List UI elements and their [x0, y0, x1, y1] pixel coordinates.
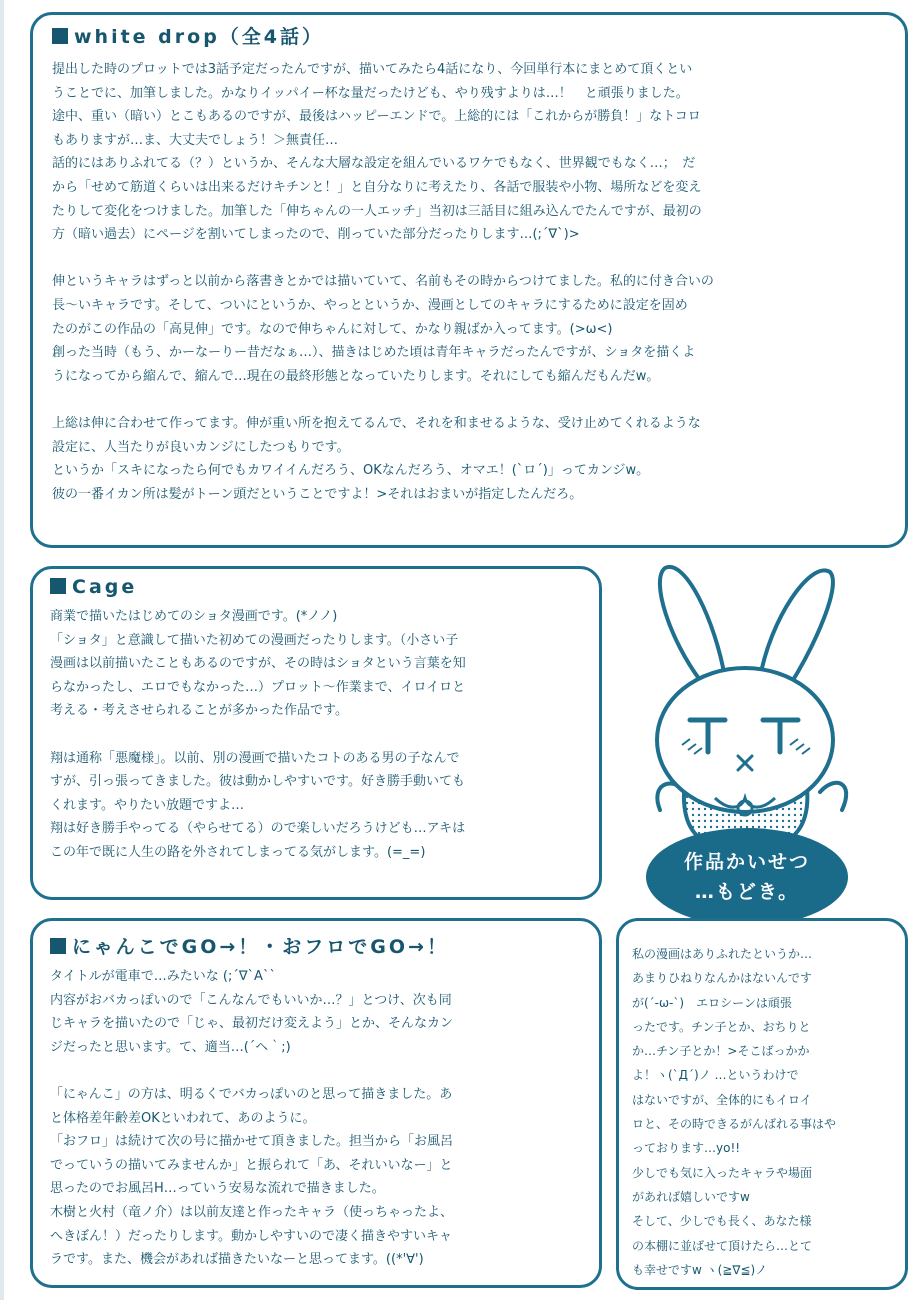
- text-line: 途中、重い（暗い）とこもあるのですが、最後はハッピーエンドで。上総的には「これからが勝負！」なトコロ: [52, 109, 701, 125]
- nyanko-ofuro-text: [50, 965, 453, 1272]
- binding-edge: [0, 0, 4, 1300]
- text-line: 方（暗い過去）にページを割いてしまったので、削っていた部分だったりします…(;´∇`)>: [52, 227, 580, 243]
- text-line: から「せめて筋道くらいは出来るだけキチンと！」と自分なりに考えたり、各話で服装や小物、場所などを変え: [52, 179, 702, 195]
- section-title-cage: Cage: [50, 576, 137, 598]
- text-line: ジだったと思います。て、適当…(´ヘ｀;): [50, 1039, 291, 1055]
- text-line: 「にゃんこ」の方は、明るくでバカっぽいのと思って描きました。あ: [50, 1086, 453, 1102]
- text-line: の本棚に並ばせて頂けたら…とて: [632, 1238, 813, 1253]
- text-line: があれば嬉しいですw: [632, 1189, 750, 1204]
- text-line: じキャラを描いたので「じゃ、最初だけ変えよう」とか、そんなカン: [50, 1016, 454, 1032]
- white-drop-text: [52, 58, 714, 506]
- text-line: 木樹と火村（竜ノ介）は以前友達と作ったキャラ（使っちゃったよ、: [50, 1204, 454, 1220]
- section-title-white-drop: white drop（全4話）: [52, 22, 324, 49]
- text-line: よ！ヽ(`Д´)ノ …というわけで: [632, 1068, 799, 1083]
- text-line: らなかったし、エロでもなかった…）プロット～作業まで、イロイロと: [50, 679, 466, 695]
- text-line: タイトルが電車で…みたいな (;´∇`A``: [50, 969, 276, 984]
- text-line: 伸というキャラはずっと以前から落書きとかでは描いていて、名前もその時からつけてました。私的に付き合いの: [52, 274, 714, 290]
- text-line: 私の漫画はありふれたというか…: [632, 947, 813, 961]
- text-line: たのがこの作品の「高見伸」です。なので伸ちゃんに対して、かなり親ばか入ってます。(>ω<): [52, 321, 613, 337]
- text-line: 「おフロ」は続けて次の号に描かせて頂きました。担当から「お風呂: [50, 1134, 454, 1150]
- text-line: この年で既に人生の路を外されてしまってる気がします。(=_=): [50, 844, 426, 860]
- square-bullet-icon: [50, 938, 66, 954]
- text-line: 設定に、人当たりが良いカンジにしたつもりです。: [52, 439, 350, 455]
- afterword-text: [632, 942, 836, 1282]
- text-line: 思ったのでお風呂H…っていう安易な流れで描きました。: [50, 1181, 385, 1197]
- text-line: でっていうの描いてみませんか」と振られて「あ、それいいなー」と: [50, 1157, 453, 1173]
- badge-line-2: …もどき。: [694, 881, 800, 903]
- text-line: くれます。やりたい放題ですよ…: [50, 797, 244, 813]
- text-line: うになってから縮んで、縮んで…現在の最終形態となっていたりします。それにしても縮んだもんだw。: [52, 368, 660, 384]
- text-line: 翔は通称「悪魔様」。以前、別の漫画で描いたコトのある男の子なんで: [50, 750, 460, 766]
- text-line: 少しでも気に入ったキャラや場面: [632, 1165, 813, 1180]
- text-line: が(´-ω-`) エロシーンは頑張: [632, 995, 792, 1010]
- text-line: 提出した時のプロットでは3話予定だったんですが、描いてみたら4話になり、今回単行本にまとめて頂くとい: [52, 62, 693, 77]
- text-line: あまりひねりなんかはないんです: [632, 971, 813, 986]
- blank-line: [52, 388, 714, 412]
- text-line: そして、少しでも長く、あなた様: [632, 1214, 812, 1229]
- text-line: へきぼん！）だったりします。動かしやすいので凄く描きやすいキャ: [50, 1228, 452, 1244]
- text-line: 商業で描いたはじめてのショタ漫画です。(*ノノ): [50, 609, 338, 624]
- text-line: ロと、その時できるがんばれる事はや: [632, 1117, 837, 1132]
- badge-line-1: 作品かいせつ: [683, 851, 810, 873]
- blank-line: [50, 1059, 453, 1083]
- text-line: も幸せですw ヽ(≧∇≦)ノ: [632, 1262, 768, 1277]
- text-line: ラです。また、機会があれば描きたいなーと思ってます。((*'∀'): [50, 1252, 424, 1268]
- text-line: すが、引っ張ってきました。彼は動かしやすいです。好き勝手動いても: [50, 774, 465, 790]
- section-title-nyanko-ofuro: にゃんこでGO→！・おフロでGO→！: [50, 932, 449, 959]
- text-line: 「ショタ」と意識して描いた初めての漫画だったりします。（小さい子: [50, 632, 459, 648]
- text-line: というか「スキになったら何でもカワイイんだろう、OKなんだろう、オマエ！(`ロ´)」ってカンジw。: [52, 463, 650, 479]
- text-line: もありますが…ま、大丈夫でしょう！＞無責任…: [52, 132, 339, 148]
- square-bullet-icon: [50, 578, 66, 594]
- commentary-badge: [646, 828, 848, 926]
- square-bullet-icon: [52, 28, 68, 44]
- blank-line: [50, 723, 466, 747]
- blank-line: [52, 247, 714, 271]
- text-line: たりして変化をつけました。加筆した「伸ちゃんの一人エッチ」当初は三話目に組み込んでたんですが、最初の: [52, 203, 702, 219]
- text-line: ったです。チン子とか、おちりと: [632, 1019, 811, 1034]
- text-line: か…チン子とか！>そこばっかか: [632, 1044, 810, 1059]
- text-line: はないですが、全体的にもイロイ: [632, 1092, 812, 1107]
- text-line: と体格差年齢差OKといわれて、あのように。: [50, 1110, 316, 1126]
- text-line: 考える・考えさせられることが多かった作品です。: [50, 703, 348, 719]
- text-line: 内容がおバカっぽいので「こんなんでもいいか…？」とつけ、次も同: [50, 992, 452, 1008]
- text-line: 創った当時（もう、かーなーりー昔だなぁ…）、描きはじめた頃は青年キャラだったんですが、ショタを描くよ: [52, 345, 696, 361]
- text-line: 話的にはありふれてる（？）というか、そんな大層な設定を組んでいるワケでもなく、世界観でもなく…； だ: [52, 156, 696, 172]
- text-line: うことでに、加筆しました。かなりイッパイー杯な量だったけども、やり残すよりは…！ と頑張りました。: [52, 85, 689, 101]
- text-line: 彼の一番イカン所は髪がトーン頭だということですよ！>それはおまいが指定したんだろ。: [52, 486, 583, 502]
- text-line: 漫画は以前描いたこともあるのですが、その時はショタという言葉を知: [50, 656, 466, 672]
- cage-text: [50, 605, 466, 865]
- text-line: 翔は好き勝手やってる（やらせてる）ので楽しいだろうけども…アキは: [50, 821, 466, 837]
- text-line: 上総は伸に合わせて作ってます。伸が重い所を抱えてるんで、それを和ませるような、受け止めてくれるような: [52, 415, 701, 431]
- text-line: 長～いキャラです。そして、ついにというか、やっとというか、漫画としてのキャラにするために設定を固め: [52, 297, 688, 313]
- text-line: っております…yo!!: [632, 1141, 741, 1156]
